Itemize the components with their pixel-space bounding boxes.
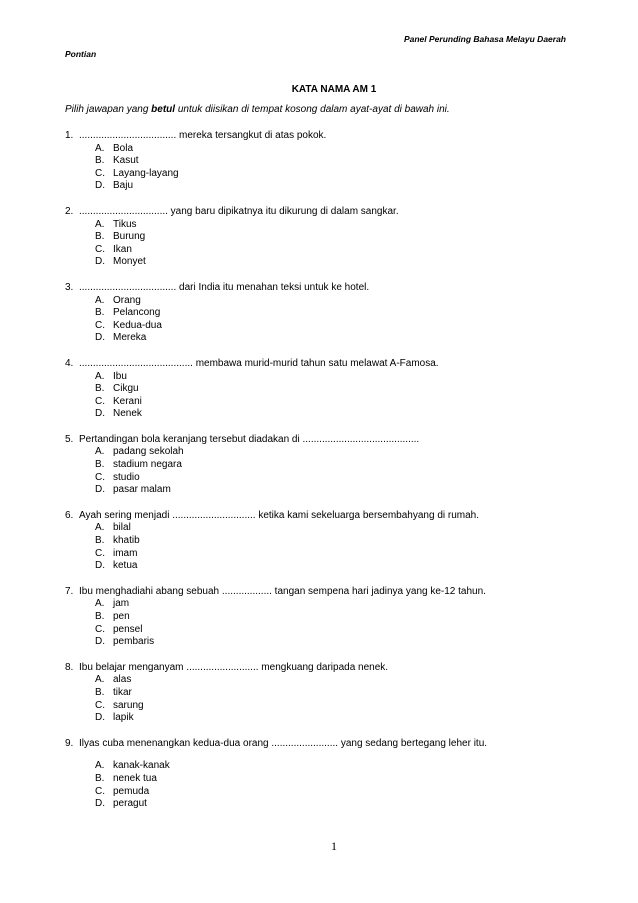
question-text: ......................................... membawa murid-murid tahun satu melawat A-Famosa.: [79, 357, 439, 369]
option-letter: D.: [95, 712, 105, 724]
option-text: kanak-kanak: [113, 760, 170, 772]
option-letter: C.: [95, 785, 105, 797]
option-letter: B.: [95, 231, 105, 243]
option-text: nenek tua: [113, 772, 157, 784]
option-item: [95, 256, 585, 269]
option-text: pemuda: [113, 785, 150, 797]
option-list: [95, 522, 585, 572]
option-letter: C.: [95, 471, 105, 483]
option-text: Layang-layang: [113, 167, 179, 179]
option-item: [95, 459, 585, 472]
question-text: ................................... dari India itu menahan teksi untuk ke hotel.: [79, 281, 370, 293]
question-stem: [65, 358, 585, 371]
option-item: [95, 168, 585, 181]
question-text: ................................ yang baru dipikatnya itu dikurung di dalam sangkar.: [79, 205, 399, 217]
option-list: [95, 219, 585, 269]
question-number: 9.: [65, 737, 74, 749]
option-text: Kasut: [113, 155, 139, 167]
option-letter: D.: [95, 332, 105, 344]
instruction-bold: betul: [151, 104, 176, 115]
page-number: 1: [331, 839, 337, 853]
option-text: Monyet: [113, 256, 146, 268]
option-list: [95, 371, 585, 421]
question-number: 5.: [65, 433, 74, 445]
option-letter: D.: [95, 636, 105, 648]
question-5: [65, 434, 585, 497]
option-letter: A.: [95, 598, 105, 610]
option-item: [95, 371, 585, 384]
option-item: [95, 522, 585, 535]
option-text: jam: [113, 598, 130, 610]
option-letter: C.: [95, 699, 105, 711]
option-item: [95, 307, 585, 320]
option-item: [95, 687, 585, 700]
option-text: studio: [113, 471, 140, 483]
option-text: peragut: [113, 798, 147, 810]
instruction: [65, 104, 450, 115]
option-item: [95, 484, 585, 497]
instruction-after: untuk diisikan di tempat kosong dalam ayat-ayat di bawah ini.: [175, 104, 450, 115]
option-item: [95, 712, 585, 725]
option-text: bilal: [113, 522, 131, 534]
option-text: khatib: [113, 535, 140, 547]
question-9: [65, 738, 585, 811]
header-district: Pontian: [65, 49, 97, 59]
option-text: Ibu: [113, 370, 127, 382]
option-text: Pelancong: [113, 307, 161, 319]
option-letter: A.: [95, 522, 105, 534]
option-item: [95, 332, 585, 345]
option-text: Tikus: [113, 218, 137, 230]
question-number: 7.: [65, 585, 74, 597]
option-item: [95, 320, 585, 333]
option-item: [95, 244, 585, 257]
question-text: Ilyas cuba menenangkan kedua-dua orang ........................ yang sedang bertegang leher itu.: [79, 737, 488, 749]
option-letter: B.: [95, 459, 105, 471]
question-stem: [65, 662, 585, 675]
option-letter: D.: [95, 180, 105, 192]
option-letter: C.: [95, 319, 105, 331]
option-text: imam: [113, 547, 138, 559]
question-2: [65, 206, 585, 269]
option-text: Mereka: [113, 332, 147, 344]
page-title: KATA NAMA AM 1: [291, 84, 377, 95]
option-letter: D.: [95, 256, 105, 268]
option-item: [95, 773, 585, 786]
option-item: [95, 674, 585, 687]
option-list: [95, 143, 585, 193]
option-item: [95, 219, 585, 232]
question-8: [65, 662, 585, 725]
option-list: [95, 674, 585, 724]
option-letter: C.: [95, 167, 105, 179]
option-item: [95, 798, 585, 811]
option-text: ketua: [113, 560, 138, 572]
question-6: [65, 510, 585, 573]
option-item: [95, 535, 585, 548]
option-item: [95, 396, 585, 409]
question-text: Pertandingan bola keranjang tersebut diadakan di ..........................................: [79, 433, 420, 445]
option-item: [95, 408, 585, 421]
option-text: Kerani: [113, 395, 142, 407]
option-letter: A.: [95, 446, 105, 458]
option-letter: B.: [95, 686, 105, 698]
option-item: [95, 180, 585, 193]
option-text: pensel: [113, 623, 143, 635]
option-letter: B.: [95, 307, 105, 319]
option-item: [95, 295, 585, 308]
option-list: [95, 598, 585, 648]
option-text: padang sekolah: [113, 446, 184, 458]
question-text: Ibu menghadiahi abang sebuah .................. tangan sempena hari jadinya yang ke-12 tahun.: [79, 585, 486, 597]
question-number: 4.: [65, 357, 74, 369]
option-item: [95, 446, 585, 459]
question-stem: [65, 510, 585, 523]
option-item: [95, 624, 585, 637]
option-list: [95, 446, 585, 496]
option-item: [95, 155, 585, 168]
option-text: Cikgu: [113, 383, 139, 395]
option-letter: C.: [95, 395, 105, 407]
option-letter: A.: [95, 370, 105, 382]
option-list: [95, 760, 585, 810]
option-item: [95, 231, 585, 244]
option-text: alas: [113, 674, 132, 686]
option-text: sarung: [113, 699, 144, 711]
option-text: pasar malam: [113, 484, 171, 496]
option-letter: C.: [95, 547, 105, 559]
option-item: [95, 143, 585, 156]
question-number: 3.: [65, 281, 74, 293]
question-stem: [65, 282, 585, 295]
option-letter: B.: [95, 383, 105, 395]
option-item: [95, 472, 585, 485]
question-7: [65, 586, 585, 649]
option-letter: D.: [95, 408, 105, 420]
option-list: [95, 295, 585, 345]
option-text: Kedua-dua: [113, 319, 162, 331]
option-item: [95, 611, 585, 624]
option-text: stadium negara: [113, 459, 182, 471]
option-text: pembaris: [113, 636, 155, 648]
question-text: ................................... mereka tersangkut di atas pokok.: [79, 130, 327, 141]
option-item: [95, 636, 585, 649]
option-letter: B.: [95, 611, 105, 622]
header-panel: Panel Perunding Bahasa Melayu Daerah: [403, 34, 566, 44]
question-stem: [65, 738, 585, 751]
option-item: [95, 560, 585, 573]
option-letter: A.: [95, 218, 105, 230]
question-number: 1.: [65, 130, 74, 141]
question-list: [65, 130, 585, 824]
option-text: pen: [113, 611, 130, 622]
option-letter: B.: [95, 535, 105, 547]
option-item: [95, 786, 585, 799]
question-stem: [65, 586, 585, 599]
option-letter: B.: [95, 772, 105, 784]
option-letter: A.: [95, 674, 105, 686]
instruction-before: Pilih jawapan yang: [65, 104, 152, 115]
question-number: 2.: [65, 205, 74, 217]
question-stem: [65, 130, 585, 143]
option-text: tikar: [113, 686, 132, 698]
question-stem: [65, 206, 585, 219]
option-letter: D.: [95, 560, 105, 572]
option-letter: B.: [95, 155, 105, 167]
question-number: 8.: [65, 661, 74, 673]
option-item: [95, 383, 585, 396]
question-4: [65, 358, 585, 421]
option-text: Bola: [113, 142, 134, 154]
option-letter: A.: [95, 142, 105, 154]
option-letter: D.: [95, 484, 105, 496]
option-text: Ikan: [113, 243, 132, 255]
option-letter: A.: [95, 294, 105, 306]
option-item: [95, 598, 585, 611]
option-item: [95, 548, 585, 561]
option-letter: C.: [95, 623, 105, 635]
question-stem: [65, 434, 585, 447]
question-3: [65, 282, 585, 345]
option-text: Burung: [113, 231, 146, 243]
question-number: 6.: [65, 509, 74, 521]
option-text: Baju: [113, 180, 134, 192]
option-text: lapik: [113, 712, 134, 724]
option-letter: D.: [95, 798, 105, 810]
option-text: Nenek: [113, 408, 142, 420]
option-letter: C.: [95, 243, 105, 255]
option-text: Orang: [113, 294, 141, 306]
question-text: Ibu belajar menganyam .......................... mengkuang daripada nenek.: [79, 661, 389, 673]
option-item: [95, 700, 585, 713]
option-item: [95, 760, 585, 773]
question-1: [65, 130, 585, 193]
question-text: Ayah sering menjadi .............................. ketika kami sekeluarga bersembahyang di rumah.: [79, 509, 479, 521]
option-letter: A.: [95, 760, 105, 772]
